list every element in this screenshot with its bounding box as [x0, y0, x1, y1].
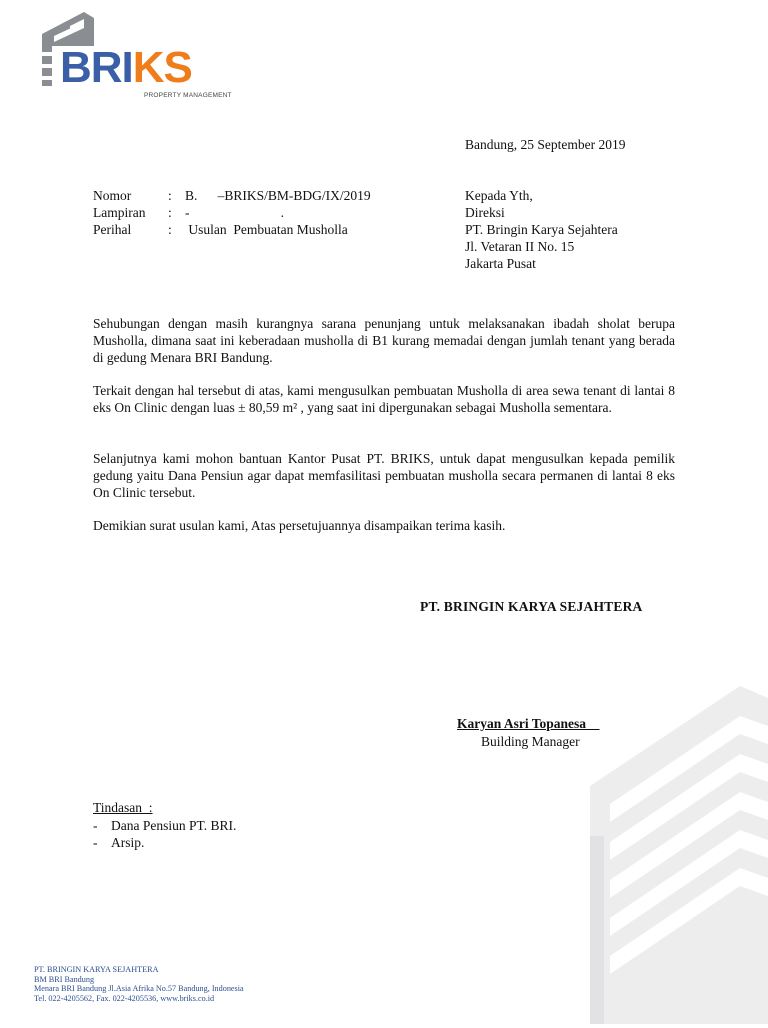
brand-wordmark	[60, 43, 192, 92]
footer-address	[34, 965, 244, 1003]
meta-value: Usulan Pembuatan Musholla	[185, 222, 348, 237]
meta-value: - .	[185, 205, 284, 220]
body-paragraph-4: Demikian surat usulan kami, Atas persetujuannya disampaikan terima kasih.	[93, 518, 506, 533]
body-paragraph-2: Terkait dengan hal tersebut di atas, kami mengusulkan pembuatan Musholla di area sewa tenant di lantai 8 eks On Clinic dengan luas ± 80,59 m² , yang saat ini dipergunakan sebagai Musholla sementara.	[93, 383, 675, 415]
letter-date: Bandung, 25 September 2019	[465, 137, 626, 152]
signer-title: Building Manager	[481, 734, 580, 749]
brand-part-ks: KS	[132, 43, 192, 92]
signer-name: Karyan Asri Topanesa	[457, 716, 600, 731]
meta-label: Lampiran	[93, 205, 146, 220]
body-paragraph-3: Selanjutnya kami mohon bantuan Kantor Pusat PT. BRIKS, untuk dapat mengusulkan kepada pemilik gedung yaitu Dana Pensiun agar dapat memfasilitasi pembuatan musholla secara permanen di lantai 8 eks On Clinic tersebut.	[93, 451, 675, 500]
brand-part-bri: BRI	[60, 43, 133, 92]
recipient-line: Direksi	[465, 205, 505, 220]
brand-tagline: PROPERTY MANAGEMENT	[144, 92, 232, 99]
company-name: PT. BRINGIN KARYA SEJAHTERA	[420, 599, 643, 614]
footer-line: Menara BRI Bandung Jl.Asia Afrika No.57 Bandung, Indonesia	[34, 984, 244, 994]
meta-label: Nomor	[93, 188, 132, 203]
cc-dash: -	[93, 835, 98, 850]
footer-line: Tel. 022-4205562, Fax. 022-4205536, www.briks.co.id	[34, 993, 215, 1003]
meta-label: Perihal	[93, 222, 132, 237]
cc-item-text: Dana Pensiun PT. BRI.	[111, 818, 237, 833]
meta-value: B. –BRIKS/BM-BDG/IX/2019	[185, 188, 371, 203]
footer-line: PT. BRINGIN KARYA SEJAHTERA	[34, 965, 159, 974]
recipient-block	[465, 187, 618, 272]
cc-item-text: Arsip.	[111, 835, 145, 850]
meta-colon: :	[168, 188, 172, 203]
recipient-line: PT. Bringin Karya Sejahtera	[465, 222, 618, 237]
cc-item	[93, 818, 236, 834]
cc-dash: -	[93, 818, 98, 833]
recipient-line: Kepada Yth,	[465, 188, 533, 203]
cc-title: Tindasan :	[93, 800, 153, 815]
cc-item	[93, 835, 144, 851]
recipient-line: Jakarta Pusat	[465, 256, 536, 271]
recipient-line: Jl. Vetaran II No. 15	[465, 239, 575, 254]
body-paragraph-1: Sehubungan dengan masih kurangnya sarana penunjang untuk melaksanakan ibadah sholat berupa Musholla, dimana saat ini keberadaan musholla di B1 kurang memadai dengan jumlah tenant yang berada di gedung Menara BRI Bandung.	[93, 316, 675, 365]
footer-line: BM BRI Bandung	[34, 974, 95, 984]
building-watermark-icon	[590, 686, 768, 1024]
meta-colon: :	[168, 222, 172, 237]
meta-colon: :	[168, 205, 172, 220]
